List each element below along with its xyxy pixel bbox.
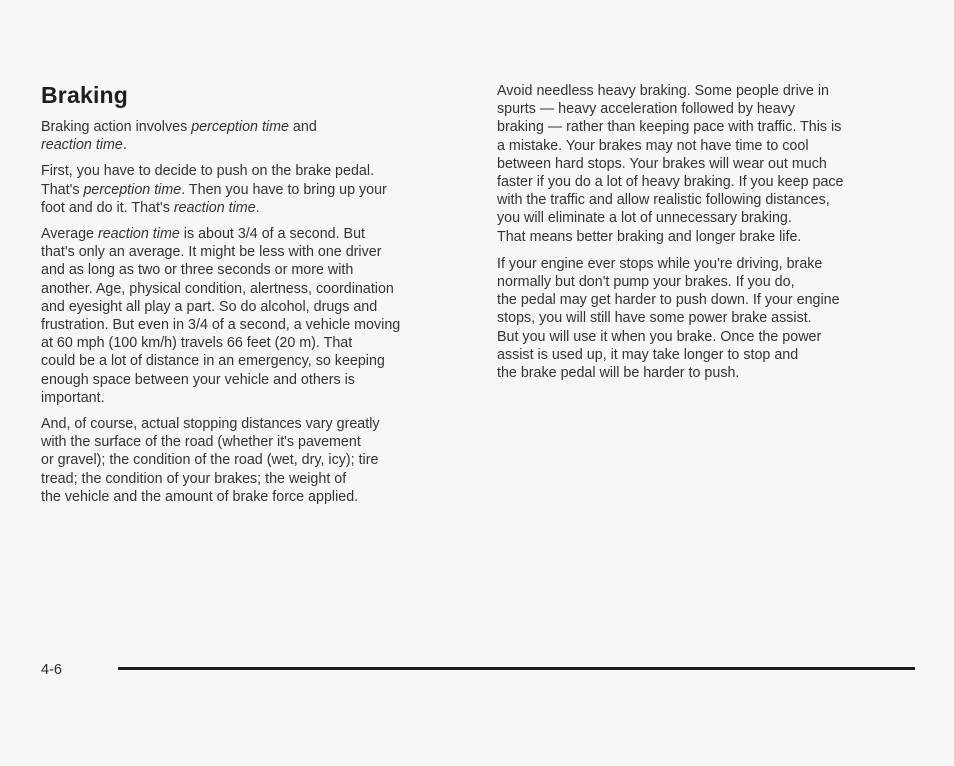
text-line: between hard stops. Your brakes will wear out much xyxy=(497,155,827,172)
footer-divider xyxy=(118,667,915,670)
paragraph-perception-time xyxy=(41,162,466,217)
text-line: a mistake. Your brakes may not have time to cool xyxy=(497,137,809,154)
right-column xyxy=(497,82,917,391)
text-line: the brake pedal will be harder to push. xyxy=(497,365,740,382)
text-line: If your engine ever stops while you're driving, brake xyxy=(497,255,823,272)
text-line: frustration. But even in 3/4 of a second, a vehicle moving xyxy=(41,317,401,334)
text-line: at 60 mph (100 km/h) travels 66 feet (20 m). That xyxy=(41,335,353,352)
text-line: with the surface of the road (whether it's pavement xyxy=(41,434,361,451)
text-line: could be a lot of distance in an emergency, so keeping xyxy=(41,353,385,370)
text-line: foot and do it. That's reaction time. xyxy=(41,199,260,216)
text-line: First, you have to decide to push on the brake pedal. xyxy=(41,163,375,180)
text-line: And, of course, actual stopping distances vary greatly xyxy=(41,416,380,433)
text-line: That's perception time. Then you have to bring up your xyxy=(41,181,387,198)
text-line: normally but don't pump your brakes. If you do, xyxy=(497,274,795,291)
text-line: another. Age, physical condition, alertness, coordination xyxy=(41,280,394,297)
text-line: faster if you do a lot of heavy braking. If you keep pace xyxy=(497,174,844,191)
paragraph-braking-action xyxy=(41,118,466,154)
text-line: that's only an average. It might be less with one driver xyxy=(41,244,382,261)
text-line: Braking action involves perception time and xyxy=(41,119,317,135)
text-line: the vehicle and the amount of brake force applied. xyxy=(41,488,359,505)
text-line: with the traffic and allow realistic following distances, xyxy=(497,192,830,209)
text-line: the pedal may get harder to push down. If your engine xyxy=(497,292,840,309)
text-line: Average reaction time is about 3/4 of a second. But xyxy=(41,226,366,243)
text-line: braking — rather than keeping pace with traffic. This is xyxy=(497,119,842,136)
section-title: Braking xyxy=(41,82,129,108)
text-line: spurts — heavy acceleration followed by heavy xyxy=(497,101,796,118)
paragraph-avoid-heavy-braking xyxy=(497,82,917,246)
text-line: and as long as two or three seconds or more with xyxy=(41,262,354,279)
text-line: Avoid needless heavy braking. Some people drive in xyxy=(497,83,829,99)
text-line: you will eliminate a lot of unnecessary braking. xyxy=(497,210,792,227)
text-line: That means better braking and longer brake life. xyxy=(497,228,802,245)
text-line: assist is used up, it may take longer to stop and xyxy=(497,346,799,363)
paragraph-stopping-distances xyxy=(41,415,466,506)
text-line: enough space between your vehicle and others is xyxy=(41,371,355,388)
page-number: 4-6 xyxy=(41,662,62,678)
text-line: or gravel); the condition of the road (wet, dry, icy); tire xyxy=(41,452,379,469)
text-line: stops, you will still have some power brake assist. xyxy=(497,310,812,327)
paragraph-average-reaction xyxy=(41,225,466,407)
text-line: But you will use it when you brake. Once the power xyxy=(497,328,822,345)
text-line: and eyesight all play a part. So do alcohol, drugs and xyxy=(41,298,378,315)
text-line: tread; the condition of your brakes; the weight of xyxy=(41,470,347,487)
left-column xyxy=(41,81,466,514)
paragraph-engine-stops xyxy=(497,255,917,382)
text-line: reaction time. xyxy=(41,137,127,154)
text-line: important. xyxy=(41,389,105,406)
